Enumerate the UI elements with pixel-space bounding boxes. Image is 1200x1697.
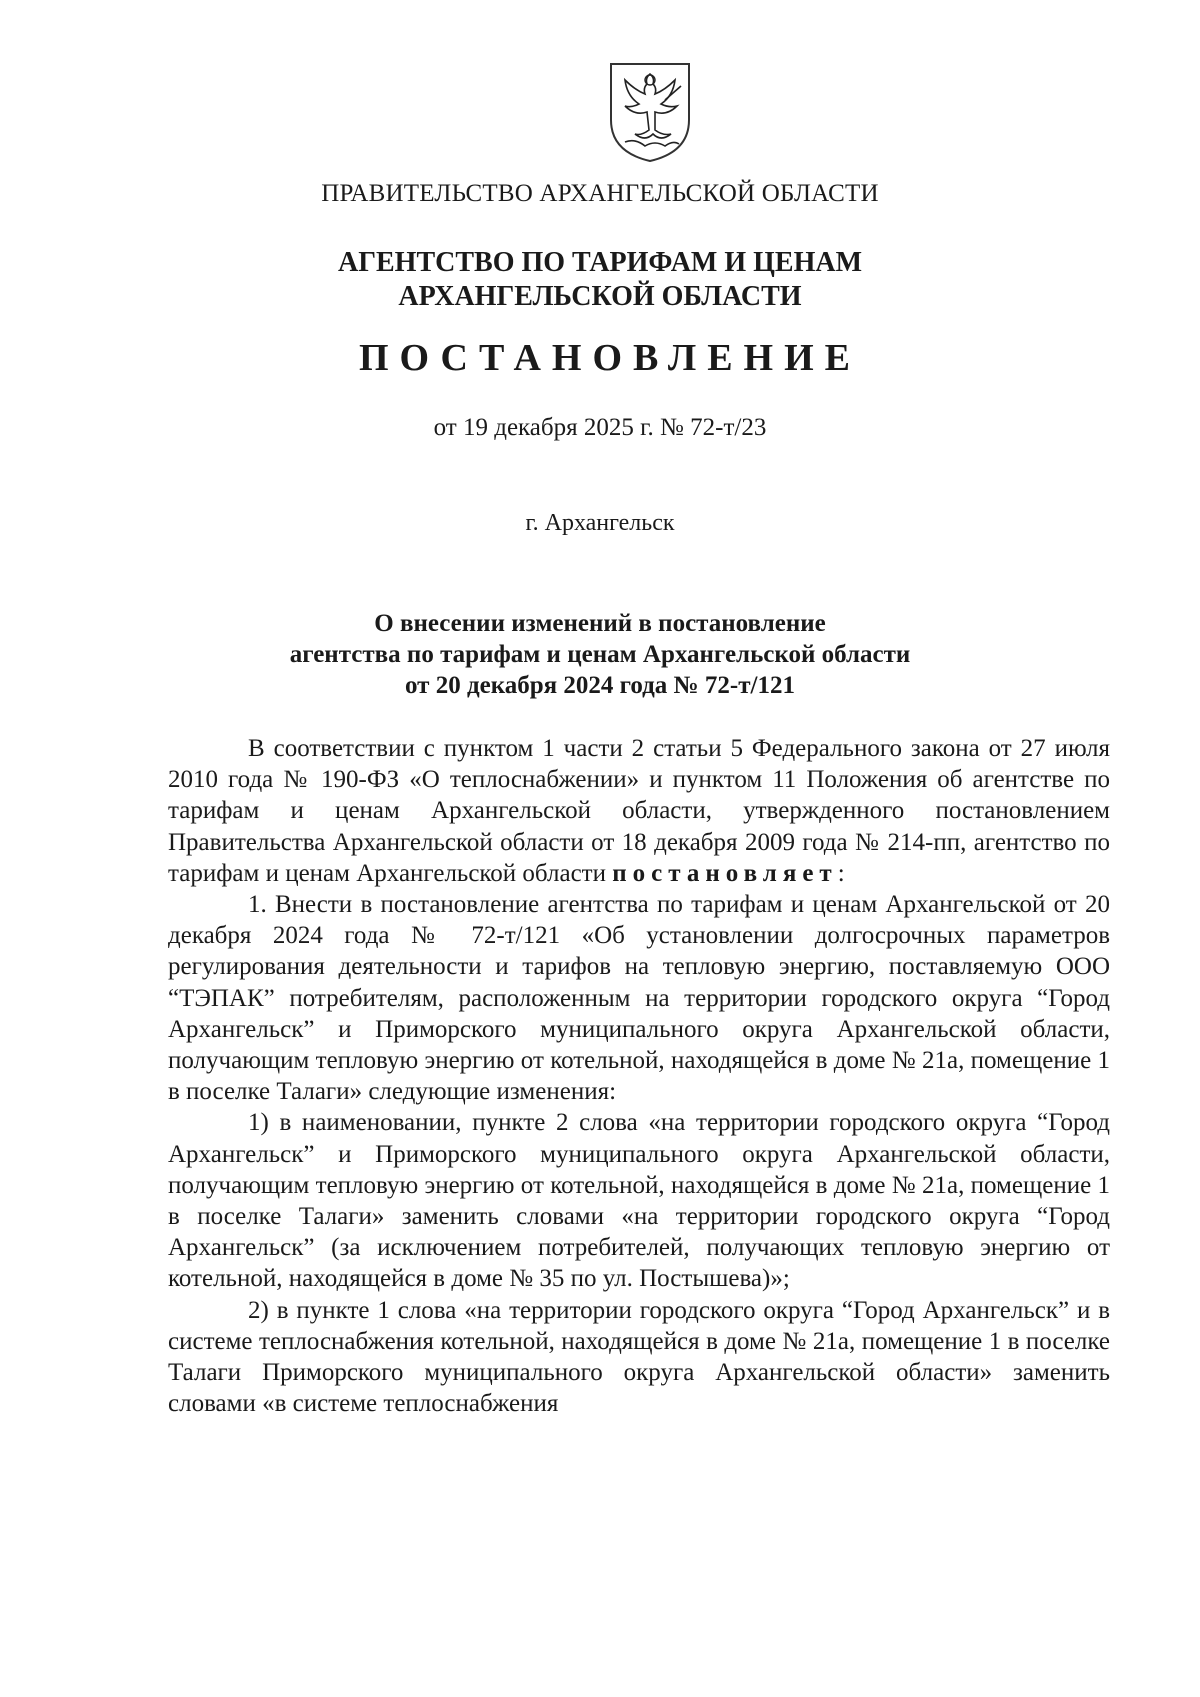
agency-name-line-2: АРХАНГЕЛЬСКОЙ ОБЛАСТИ bbox=[398, 281, 802, 312]
government-name: ПРАВИТЕЛЬСТВО АРХАНГЕЛЬСКОЙ ОБЛАСТИ bbox=[321, 180, 879, 207]
preamble-paragraph bbox=[168, 733, 1110, 889]
document-date-number: от 19 декабря 2025 г. № 72-т/23 bbox=[433, 414, 767, 441]
document-body bbox=[168, 733, 1110, 1419]
document-city: г. Архангельск bbox=[525, 510, 675, 536]
subitem-2-paragraph: 2) в пункте 1 слова «на территории городского округа “Город Архангельск” и в системе теплоснабжения котельной, находящейся в доме № 21а, помещение 1 в поселке Талаги Приморского муниципального округа Архангельской области» заменить словами «в системе теплоснабжения bbox=[168, 1296, 1110, 1418]
subitem-1-paragraph: 1) в наименовании, пункте 2 слова «на территории городского округа “Город Архангельск” и Приморского муниципального округа Архангельской области, получающим тепловую энергию от котельной, находящейся в доме № 21а, помещение 1 в поселке Талаги» заменить словами «на территории городского округа “Город Архангельск” (за исключением потребителей, получающих тепловую энергию от котельной, находящейся в доме № 35 по ул. Постышева)»; bbox=[168, 1109, 1110, 1293]
resolves-colon: : bbox=[837, 859, 845, 887]
subject-line-3: от 20 декабря 2024 года № 72-т/121 bbox=[405, 672, 795, 699]
preamble-text: В соответствии с пунктом 1 части 2 статьи 5 Федерального закона от 27 июля 2010 года № 190-ФЗ «О теплоснабжении» и пунктом 11 Положения об агентстве по тарифам и ценам Архангельской области, утвержденного постановлением Правительства Архангельской области от 18 декабря 2009 года № 214-пп, агентство по тарифам и ценам Архангельской области bbox=[168, 735, 1110, 887]
document-subject bbox=[0, 608, 1200, 701]
coat-of-arms-emblem bbox=[605, 60, 695, 164]
agency-name bbox=[0, 246, 1200, 314]
item-1-paragraph: 1. Внести в постановление агентства по тарифам и ценам Архангельской от 20 декабря 2024 года № 72-т/121 «Об установлении долгосрочных параметров регулирования деятельности и тарифов на тепловую энергию, поставляемую ООО “ТЭПАК” потребителям, расположенным на территории городского округа “Город Архангельск” и Приморского муниципального округа Архангельской области, получающим тепловую энергию от котельной, находящейся в доме № 21а, помещение 1 в поселке Талаги» следующие изменения: bbox=[168, 891, 1110, 1106]
subject-line-1: О внесении изменений в постановление bbox=[374, 610, 826, 637]
resolves-word: постановляет bbox=[612, 859, 838, 887]
agency-name-line-1: АГЕНТСТВО ПО ТАРИФАМ И ЦЕНАМ bbox=[337, 247, 863, 278]
document-type-title: ПОСТАНОВЛЕНИЕ bbox=[358, 337, 862, 379]
subject-line-2: агентства по тарифам и ценам Архангельской области bbox=[289, 641, 911, 668]
